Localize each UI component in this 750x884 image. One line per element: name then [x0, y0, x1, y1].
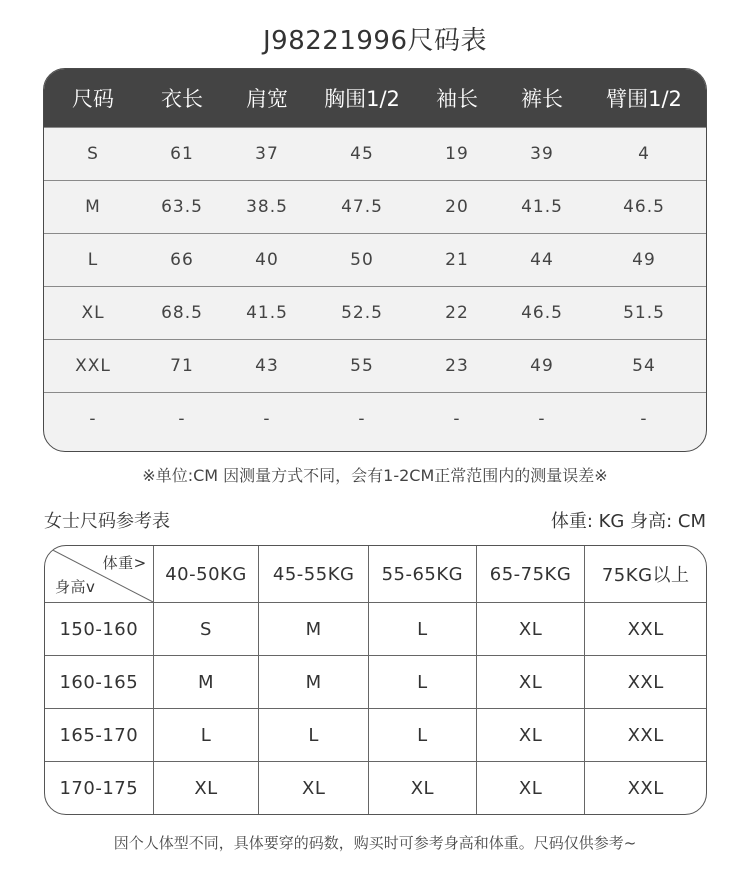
table-cell: 68.5	[161, 303, 203, 323]
size-cell: S	[153, 603, 259, 655]
table-cell: 40	[255, 250, 279, 270]
table-cell: -	[89, 409, 97, 429]
table-row	[45, 655, 706, 708]
size-cell: L	[368, 709, 476, 761]
weight-header: 75KG以上	[584, 546, 706, 602]
header-size: 尺码	[72, 87, 114, 111]
size-cell: XL	[368, 762, 476, 814]
table-cell: 50	[350, 250, 374, 270]
size-cell: XXL	[584, 709, 706, 761]
header-chest: 胸围1/2	[324, 87, 400, 111]
table-cell: S	[87, 144, 99, 164]
table-cell: 41.5	[246, 303, 288, 323]
size-cell: L	[258, 709, 368, 761]
size-cell: M	[258, 656, 368, 708]
header-pants-length: 裤长	[521, 87, 563, 111]
reference-units: 体重: KG 身高: CM	[550, 511, 706, 532]
table-cell: -	[453, 409, 461, 429]
table-row	[44, 127, 706, 180]
table-cell: 71	[170, 356, 194, 376]
corner-height-label: 身高v	[55, 578, 96, 596]
height-range-cell: 170-175	[59, 777, 139, 799]
size-cell: L	[153, 709, 259, 761]
corner-cell	[45, 546, 153, 602]
table-row	[44, 339, 706, 392]
table-cell: -	[263, 409, 271, 429]
weight-header: 65-75KG	[476, 546, 585, 602]
table-cell: XL	[81, 303, 105, 323]
table-row	[44, 180, 706, 233]
height-range-cell: 160-165	[59, 671, 139, 693]
table-cell: 45	[350, 144, 374, 164]
size-cell: M	[153, 656, 259, 708]
table-cell: XXL	[75, 356, 111, 376]
table-row	[44, 392, 706, 445]
table-cell: 46.5	[521, 303, 563, 323]
size-cell: XL	[476, 709, 585, 761]
table-cell: 49	[530, 356, 554, 376]
size-chart-table	[43, 68, 707, 452]
table-row	[45, 708, 706, 761]
table-cell: 22	[445, 303, 469, 323]
table-cell: M	[85, 197, 101, 217]
header-sleeve: 袖长	[436, 87, 478, 111]
table-cell: 23	[445, 356, 469, 376]
table-row	[45, 602, 706, 655]
height-range-cell: 165-170	[59, 724, 139, 746]
table-cell: -	[538, 409, 546, 429]
table-cell: 21	[445, 250, 469, 270]
table-cell: -	[358, 409, 366, 429]
table-cell: 39	[530, 144, 554, 164]
page-title: J98221996尺码表	[262, 26, 487, 56]
table-cell: 55	[350, 356, 374, 376]
size-cell: XL	[153, 762, 259, 814]
header-length: 衣长	[161, 87, 203, 111]
header-shoulder: 肩宽	[246, 87, 288, 111]
table-cell: 43	[255, 356, 279, 376]
reference-title: 女士尺码参考表	[44, 511, 170, 532]
table-cell: -	[178, 409, 186, 429]
table-cell: -	[640, 409, 648, 429]
table-row	[45, 761, 706, 814]
size-cell: M	[258, 603, 368, 655]
table-cell: 19	[445, 144, 469, 164]
table-cell: 37	[255, 144, 279, 164]
size-cell: XL	[476, 762, 585, 814]
table-cell: L	[87, 250, 99, 270]
table-cell: 20	[445, 197, 469, 217]
table-cell: 61	[170, 144, 194, 164]
corner-weight-label: 体重>	[102, 554, 147, 572]
table-cell: 41.5	[521, 197, 563, 217]
table-cell: 4	[638, 144, 650, 164]
size-cell: L	[368, 603, 476, 655]
table-cell: 54	[632, 356, 656, 376]
table-cell: 66	[170, 250, 194, 270]
size-cell: XL	[476, 603, 585, 655]
footer-note: 因个人体型不同，具体要穿的码数，购买时可参考身高和体重。尺码仅供参考~	[113, 834, 637, 852]
table-cell: 51.5	[623, 303, 665, 323]
table-cell: 38.5	[246, 197, 288, 217]
size-cell: XL	[476, 656, 585, 708]
measurement-note: ※单位:CM 因测量方式不同，会有1-2CM正常范围内的测量误差※	[142, 466, 608, 485]
table-cell: 52.5	[341, 303, 383, 323]
table-cell: 49	[632, 250, 656, 270]
reference-header-row	[45, 546, 706, 602]
weight-header: 45-55KG	[258, 546, 368, 602]
table-cell: 63.5	[161, 197, 203, 217]
height-range-cell: 150-160	[59, 618, 139, 640]
size-cell: XXL	[584, 603, 706, 655]
reference-table	[44, 545, 707, 815]
weight-header: 55-65KG	[368, 546, 476, 602]
size-cell: L	[368, 656, 476, 708]
header-arm: 臂围1/2	[606, 87, 682, 111]
table-cell: 47.5	[341, 197, 383, 217]
size-cell: XXL	[584, 656, 706, 708]
table-row	[44, 286, 706, 339]
table-row	[44, 233, 706, 286]
size-chart-header-row	[44, 69, 706, 127]
table-cell: 46.5	[623, 197, 665, 217]
table-cell: 44	[530, 250, 554, 270]
size-cell: XL	[258, 762, 368, 814]
weight-header: 40-50KG	[153, 546, 259, 602]
size-cell: XXL	[584, 762, 706, 814]
